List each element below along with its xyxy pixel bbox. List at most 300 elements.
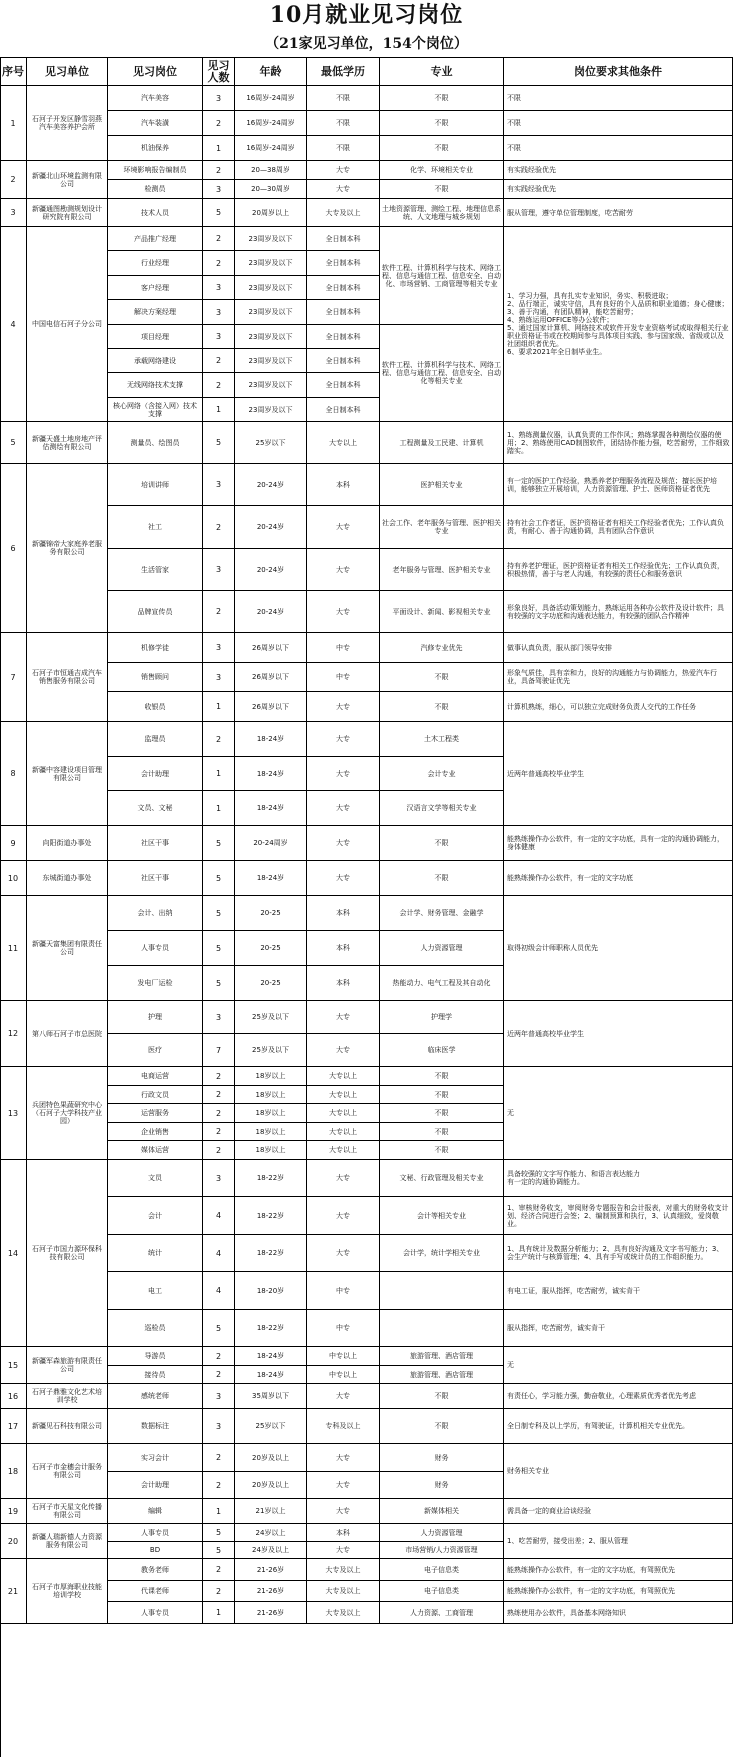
row-number: 9: [0, 826, 27, 861]
unit-name: 新疆锦帝大家庭养老服务有限公司: [27, 464, 108, 633]
job-count: 2: [203, 1123, 235, 1141]
job-title: 解决方案经理: [108, 300, 203, 325]
unit-name: 石河子市厚海职业技能培训学校: [27, 1559, 108, 1624]
job-count: 3: [203, 633, 235, 663]
requirement: 1、熟练测量仪器，认真负责的工作作风；熟练掌握各种测绘仪器的使用；2、熟练使用CAD制图软件，团结协作能力强，吃苦耐劳，工作细致踏实。: [504, 422, 733, 464]
requirement: 做事认真负责，服从部门领导安排: [504, 633, 733, 663]
major: [380, 1310, 504, 1347]
job-title: 项目经理: [108, 325, 203, 349]
major: 汽修专业优先: [380, 633, 504, 663]
min-education: 本科: [307, 464, 380, 506]
major: 新媒体相关: [380, 1499, 504, 1524]
job-count: 1: [203, 692, 235, 722]
job-count: 2: [203, 722, 235, 757]
job-title: 会计、出纳: [108, 896, 203, 931]
major: 财务: [380, 1472, 504, 1499]
job-count: 1: [203, 757, 235, 791]
job-count: 5: [203, 1524, 235, 1542]
requirement: 能熟练操作办公软件，有一定的文字功底，具有一定的沟通协调能力，身体健康: [504, 826, 733, 861]
major: 软件工程、计算机科学与技术、网络工程、信息与通信工程、信息安全、自动化、市场营销、工商管理等相关专业: [380, 227, 504, 325]
age-range: 18-22岁: [235, 1235, 307, 1272]
job-title: 监理员: [108, 722, 203, 757]
major: 汉语言文学等相关专业: [380, 791, 504, 826]
job-title: 行业经理: [108, 251, 203, 276]
job-count: 3: [203, 1409, 235, 1444]
requirement: 全日制专科及以上学历，有驾驶证，计算机相关专业优先。: [504, 1409, 733, 1444]
job-count: 2: [203, 1559, 235, 1581]
min-education: 大专及以上: [307, 1559, 380, 1581]
job-title: 人事专员: [108, 1602, 203, 1624]
header-cell: 序号: [0, 58, 27, 86]
job-title: 社工: [108, 506, 203, 549]
major: 会计学、财务管理、金融学: [380, 896, 504, 931]
row-number: 5: [0, 422, 27, 464]
min-education: 大专: [307, 826, 380, 861]
age-range: 23周岁及以下: [235, 373, 307, 398]
min-education: 全日制本科: [307, 300, 380, 325]
requirement: 熟练使用办公软件，具备基本网络知识: [504, 1602, 733, 1624]
requirement: 形象良好，具备活动策划能力，熟练运用各种办公软件及设计软件；具有较强的文字功底和沟通表达能力，有较强的团队合作精神: [504, 591, 733, 633]
row-number: 7: [0, 633, 27, 722]
age-range: 24岁以上: [235, 1524, 307, 1542]
age-range: 23周岁及以下: [235, 251, 307, 276]
job-count: 2: [203, 251, 235, 276]
unit-name: 新疆天富集团有限责任公司: [27, 896, 108, 1001]
age-range: 18-24岁: [235, 791, 307, 826]
requirement: 不限: [504, 86, 733, 111]
job-count: 2: [203, 227, 235, 251]
requirement: 有一定的医护工作经验，熟悉养老护理服务流程及规范；擅长医护培训，能够独立开展培训，人力资源管理、护士、医师资格证者优先: [504, 464, 733, 506]
age-range: 23周岁及以下: [235, 398, 307, 422]
age-range: 23周岁及以下: [235, 300, 307, 325]
age-range: 20—38周岁: [235, 161, 307, 180]
min-education: 中专以上: [307, 1347, 380, 1366]
min-education: 全日制本科: [307, 276, 380, 300]
job-title: 机油保养: [108, 136, 203, 161]
requirement: 1、学习力强，具有扎实专业知识，务实、积极进取； 2、品行端正，诚实守信，具有良好的个人品质和职业道德；身心健康； 3、善于沟通，有团队精神，能吃苦耐劳； 4、熟练运用OFFICE等办公软件； 5、通过国家计算机、网络技术或软件开发专业资格考试或取得相关行业职业资格证书或在校期间参与具体项目实践、参与国家级、省级或以及社团组织者优先。 6、要求2021年全日制毕业生。: [504, 227, 733, 422]
job-count: 2: [203, 1347, 235, 1366]
major: 软件工程、计算机科学与技术、网络工程、信息与通信工程、信息安全、自动化等相关专业: [380, 325, 504, 422]
job-count: 5: [203, 1542, 235, 1559]
job-count: 5: [203, 826, 235, 861]
unit-name: 石河子市天星文化传播有限公司: [27, 1499, 108, 1524]
age-range: 25岁及以下: [235, 1001, 307, 1034]
age-range: 20-24岁: [235, 464, 307, 506]
page-subtitle: （21家见习单位，154个岗位）: [265, 36, 468, 52]
job-title: 汽车美容: [108, 86, 203, 111]
row-number: 16: [0, 1384, 27, 1409]
major: 会计等相关专业: [380, 1197, 504, 1235]
major: 不限: [380, 663, 504, 692]
age-range: 35周岁以下: [235, 1384, 307, 1409]
job-title: 会计: [108, 1197, 203, 1235]
job-count: 4: [203, 1197, 235, 1235]
unit-name: 新疆人瑞新德人力资源服务有限公司: [27, 1524, 108, 1559]
job-title: 核心网络（含接入网）技术支撑: [108, 398, 203, 422]
row-number: 6: [0, 464, 27, 633]
job-count: 2: [203, 111, 235, 136]
min-education: 不限: [307, 86, 380, 111]
job-count: 5: [203, 1310, 235, 1347]
min-education: 大专: [307, 1444, 380, 1472]
major: 不限: [380, 136, 504, 161]
min-education: 大专: [307, 1034, 380, 1067]
age-range: 18岁以上: [235, 1104, 307, 1123]
row-number: 19: [0, 1499, 27, 1524]
job-count: 2: [203, 591, 235, 633]
min-education: 大专以上: [307, 1086, 380, 1104]
header-cell: 最低学历: [307, 58, 380, 86]
unit-name: 石河子市金穗会计服务有限公司: [27, 1444, 108, 1499]
job-title: 品牌宣传员: [108, 591, 203, 633]
min-education: 大专: [307, 506, 380, 549]
major: 人力资源、工商管理: [380, 1602, 504, 1624]
header-cell: 见习岗位: [108, 58, 203, 86]
major: [380, 1272, 504, 1310]
min-education: 大专及以上: [307, 199, 380, 227]
requirement: 计算机熟练，细心，可以独立完成财务负责人交代的工作任务: [504, 692, 733, 722]
requirement: 能熟练操作办公软件，有一定的文字功底: [504, 861, 733, 896]
min-education: 大专以上: [307, 1123, 380, 1141]
job-count: 4: [203, 1272, 235, 1310]
major: 不限: [380, 1409, 504, 1444]
requirement: 近两年普通高校毕业学生: [504, 722, 733, 826]
requirement: 无: [504, 1067, 733, 1160]
major: 市场营销/人力资源管理: [380, 1542, 504, 1559]
row-number: 14: [0, 1160, 27, 1347]
unit-name: 新疆天盛土地房地产评估测绘有限公司: [27, 422, 108, 464]
major: 不限: [380, 1123, 504, 1141]
job-title: 行政文员: [108, 1086, 203, 1104]
job-count: 2: [203, 1104, 235, 1123]
requirement: 有实践经验优先: [504, 180, 733, 199]
job-count: 3: [203, 549, 235, 591]
min-education: 大专以上: [307, 1104, 380, 1123]
unit-name: 新疆通图勘测规划设计研究院有限公司: [27, 199, 108, 227]
major: 会计专业: [380, 757, 504, 791]
major: 旅游管理、酒店管理: [380, 1366, 504, 1384]
job-count: 3: [203, 1384, 235, 1409]
job-count: 1: [203, 398, 235, 422]
requirement: 持有社会工作者证，医护资格证者有相关工作经验者优先；工作认真负责，有耐心、善于沟通协调，具有团队合作意识: [504, 506, 733, 549]
job-title: 会计助理: [108, 1472, 203, 1499]
job-title: 社区干事: [108, 826, 203, 861]
min-education: 全日制本科: [307, 349, 380, 373]
age-range: 16周岁-24周岁: [235, 136, 307, 161]
min-education: 大专: [307, 1542, 380, 1559]
job-title: 客户经理: [108, 276, 203, 300]
age-range: 26周岁以下: [235, 633, 307, 663]
job-title: 会计助理: [108, 757, 203, 791]
job-count: 2: [203, 1067, 235, 1086]
job-title: 发电厂运检: [108, 966, 203, 1001]
major: 不限: [380, 1384, 504, 1409]
min-education: 大专: [307, 1472, 380, 1499]
age-range: 25岁以下: [235, 422, 307, 464]
min-education: 全日制本科: [307, 398, 380, 422]
min-education: 本科: [307, 1524, 380, 1542]
major: 旅游管理、酒店管理: [380, 1347, 504, 1366]
major: 临床医学: [380, 1034, 504, 1067]
requirement: 需具备一定的商业洽谈经验: [504, 1499, 733, 1524]
age-range: 20-24岁: [235, 591, 307, 633]
major: 护理学: [380, 1001, 504, 1034]
row-number: 17: [0, 1409, 27, 1444]
job-count: 3: [203, 1001, 235, 1034]
job-title: 收银员: [108, 692, 203, 722]
age-range: 21-26岁: [235, 1581, 307, 1602]
major: 土木工程类: [380, 722, 504, 757]
header-cell: 岗位要求其他条件: [504, 58, 733, 86]
min-education: 大专: [307, 549, 380, 591]
job-title: 护理: [108, 1001, 203, 1034]
page-title: 10月就业见习岗位: [269, 2, 464, 28]
requirement: 有实践经验优先: [504, 161, 733, 180]
age-range: 18-24岁: [235, 722, 307, 757]
row-number: 18: [0, 1444, 27, 1499]
job-count: 5: [203, 199, 235, 227]
min-education: 大专及以上: [307, 1602, 380, 1624]
job-title: 电工: [108, 1272, 203, 1310]
age-range: 26周岁以下: [235, 663, 307, 692]
min-education: 大专以上: [307, 1067, 380, 1086]
job-title: 数据标注: [108, 1409, 203, 1444]
row-number: 11: [0, 896, 27, 1001]
min-education: 大专: [307, 722, 380, 757]
requirement: 服从管理，遵守单位管理制度，吃苦耐劳: [504, 199, 733, 227]
unit-name: 新疆军森旅游有限责任公司: [27, 1347, 108, 1384]
job-title: 文员、文秘: [108, 791, 203, 826]
unit-name: 新疆北山环境监测有限公司: [27, 161, 108, 199]
min-education: 中专: [307, 1310, 380, 1347]
age-range: 20-25: [235, 931, 307, 966]
unit-name: 第八师石河子市总医院: [27, 1001, 108, 1067]
job-count: 3: [203, 464, 235, 506]
age-range: 20-24周岁: [235, 826, 307, 861]
age-range: 21岁以上: [235, 1499, 307, 1524]
age-range: 18-22岁: [235, 1310, 307, 1347]
age-range: 20岁及以上: [235, 1472, 307, 1499]
age-range: 18-20岁: [235, 1272, 307, 1310]
row-number: 1: [0, 86, 27, 161]
age-range: 20-25: [235, 896, 307, 931]
min-education: 本科: [307, 966, 380, 1001]
requirement: 1、吃苦耐劳，接受出差；2、服从管理: [504, 1524, 733, 1559]
min-education: 大专: [307, 757, 380, 791]
min-education: 不限: [307, 111, 380, 136]
major: 热能动力、电气工程及其自动化: [380, 966, 504, 1001]
row-number: 8: [0, 722, 27, 826]
row-number: 20: [0, 1524, 27, 1559]
min-education: 全日制本科: [307, 373, 380, 398]
requirement: 持有养老护理证，医护资格证者有相关工作经验优先；工作认真负责，积极热情，善于与老人沟通，有较强的责任心和服务意识: [504, 549, 733, 591]
job-count: 2: [203, 506, 235, 549]
age-range: 20-25: [235, 966, 307, 1001]
job-title: 机修学徒: [108, 633, 203, 663]
job-count: 2: [203, 1444, 235, 1472]
age-range: 23周岁及以下: [235, 349, 307, 373]
age-range: 25岁以下: [235, 1409, 307, 1444]
row-number: 15: [0, 1347, 27, 1384]
job-title: 实习会计: [108, 1444, 203, 1472]
job-count: 5: [203, 861, 235, 896]
major: 会计学，统计学相关专业: [380, 1235, 504, 1272]
job-count: 2: [203, 1472, 235, 1499]
job-title: 电商运营: [108, 1067, 203, 1086]
job-title: 巡检员: [108, 1310, 203, 1347]
job-title: 运营服务: [108, 1104, 203, 1123]
min-education: 大专: [307, 1499, 380, 1524]
job-title: 销售顾问: [108, 663, 203, 692]
job-title: 编辑: [108, 1499, 203, 1524]
requirement: 财务相关专业: [504, 1444, 733, 1499]
min-education: 大专: [307, 1160, 380, 1197]
job-title: 企业销售: [108, 1123, 203, 1141]
min-education: 大专以上: [307, 422, 380, 464]
major: 老年服务与管理、医护相关专业: [380, 549, 504, 591]
min-education: 中专: [307, 663, 380, 692]
age-range: 18-24岁: [235, 861, 307, 896]
requirement: 有电工证，服从指挥，吃苦耐劳，诚实肯干: [504, 1272, 733, 1310]
job-count: 7: [203, 1034, 235, 1067]
age-range: 21-26岁: [235, 1559, 307, 1581]
header-cell: 见习单位: [27, 58, 108, 86]
requirement: 能熟练操作办公软件，有一定的文字功底，有驾照优先: [504, 1581, 733, 1602]
requirement: 1、审核财务收支，审阅财务专题报告和会计报表，对重大的财务收支计划、经济合同进行会签；2、编制预算和执行，3、认真细致，爱岗敬业。: [504, 1197, 733, 1235]
requirement: 近两年普通高校毕业学生: [504, 1001, 733, 1067]
job-count: 1: [203, 1602, 235, 1624]
row-number: 13: [0, 1067, 27, 1160]
job-count: 3: [203, 300, 235, 325]
major: 文秘、行政管理及相关专业: [380, 1160, 504, 1197]
min-education: 大专: [307, 1001, 380, 1034]
min-education: 全日制本科: [307, 251, 380, 276]
job-title: 接待员: [108, 1366, 203, 1384]
major: 不限: [380, 692, 504, 722]
requirement: 服从指挥，吃苦耐劳，诚实肯干: [504, 1310, 733, 1347]
major: 不限: [380, 1086, 504, 1104]
major: 不限: [380, 111, 504, 136]
age-range: 20-24岁: [235, 549, 307, 591]
age-range: 20—30周岁: [235, 180, 307, 199]
job-count: 2: [203, 1366, 235, 1384]
job-count: 2: [203, 1581, 235, 1602]
job-count: 1: [203, 1499, 235, 1524]
job-title: 统计: [108, 1235, 203, 1272]
age-range: 18-24岁: [235, 1366, 307, 1384]
unit-name: 东城街道办事处: [27, 861, 108, 896]
job-count: 2: [203, 1141, 235, 1160]
major: 医护相关专业: [380, 464, 504, 506]
row-number: 2: [0, 161, 27, 199]
job-title: 教务老师: [108, 1559, 203, 1581]
job-title: 汽车装潢: [108, 111, 203, 136]
min-education: 不限: [307, 136, 380, 161]
age-range: 23周岁及以下: [235, 227, 307, 251]
major: 工程测量及工民建、计算机: [380, 422, 504, 464]
min-education: 本科: [307, 896, 380, 931]
min-education: 中专: [307, 1272, 380, 1310]
min-education: 中专: [307, 633, 380, 663]
major: 电子信息类: [380, 1559, 504, 1581]
requirement: 能熟练操作办公软件，有一定的文字功底，有驾照优先: [504, 1559, 733, 1581]
unit-name: 新疆见石科技有限公司: [27, 1409, 108, 1444]
job-title: 感统老师: [108, 1384, 203, 1409]
unit-name: 石河子市恒通吉成汽车销售服务有限公司: [27, 633, 108, 722]
age-range: 18岁以上: [235, 1123, 307, 1141]
min-education: 大专: [307, 1197, 380, 1235]
job-title: 环境影响报告编制员: [108, 161, 203, 180]
age-range: 25岁及以下: [235, 1034, 307, 1067]
job-count: 2: [203, 349, 235, 373]
requirement: 不限: [504, 136, 733, 161]
min-education: 大专: [307, 591, 380, 633]
job-count: 5: [203, 896, 235, 931]
major: 平面设计、新闻、影视相关专业: [380, 591, 504, 633]
unit-name: 兵团特色果蔬研究中心（石河子大学科技产业园）: [27, 1067, 108, 1160]
min-education: 大专以上: [307, 1141, 380, 1160]
major: 不限: [380, 1067, 504, 1086]
job-count: 1: [203, 791, 235, 826]
job-count: 3: [203, 86, 235, 111]
age-range: 16周岁-24周岁: [235, 86, 307, 111]
job-count: 3: [203, 663, 235, 692]
unit-name: 石河子开发区静雪羽燕汽车美容养护会所: [27, 86, 108, 161]
row-number: 12: [0, 1001, 27, 1067]
min-education: 大专及以上: [307, 1581, 380, 1602]
job-title: 生活管家: [108, 549, 203, 591]
min-education: 大专: [307, 791, 380, 826]
min-education: 大专: [307, 692, 380, 722]
job-title: 导游员: [108, 1347, 203, 1366]
job-count: 3: [203, 276, 235, 300]
job-count: 2: [203, 373, 235, 398]
job-title: 测量员、绘图员: [108, 422, 203, 464]
major: 不限: [380, 1141, 504, 1160]
requirement: 取得初级会计师职称人员优先: [504, 896, 733, 1001]
job-title: 承载网络建设: [108, 349, 203, 373]
major: 社会工作、老年服务与管理、医护相关专业: [380, 506, 504, 549]
min-education: 本科: [307, 931, 380, 966]
job-title: 人事专员: [108, 1524, 203, 1542]
job-title: 产品推广经理: [108, 227, 203, 251]
job-count: 3: [203, 1160, 235, 1197]
job-title: 医疗: [108, 1034, 203, 1067]
major: 人力资源管理: [380, 1524, 504, 1542]
min-education: 大专: [307, 1384, 380, 1409]
header-cell: 专业: [380, 58, 504, 86]
age-range: 16周岁-24周岁: [235, 111, 307, 136]
row-number: 3: [0, 199, 27, 227]
age-range: 20-24岁: [235, 506, 307, 549]
job-count: 5: [203, 966, 235, 1001]
major: 人力资源管理: [380, 931, 504, 966]
job-title: 人事专员: [108, 931, 203, 966]
age-range: 20周岁以上: [235, 199, 307, 227]
age-range: 21-26岁: [235, 1602, 307, 1624]
job-count: 3: [203, 180, 235, 199]
min-education: 全日制本科: [307, 227, 380, 251]
job-title: 无线网络技术支撑: [108, 373, 203, 398]
major: 电子信息类: [380, 1581, 504, 1602]
requirement: 具备较强的文字写作能力、和语言表达能力 有一定的沟通协调能力。: [504, 1160, 733, 1197]
requirement: 1、具有统计及数据分析能力；2、具有良好沟通及文字书写能力；3、会生产统计与核算管理；4、具有手写或统计员的工作组织能力。: [504, 1235, 733, 1272]
min-education: 大专: [307, 1235, 380, 1272]
job-count: 5: [203, 422, 235, 464]
job-title: 检测员: [108, 180, 203, 199]
age-range: 18岁以上: [235, 1086, 307, 1104]
unit-name: 新疆中容建设项目管理有限公司: [27, 722, 108, 826]
